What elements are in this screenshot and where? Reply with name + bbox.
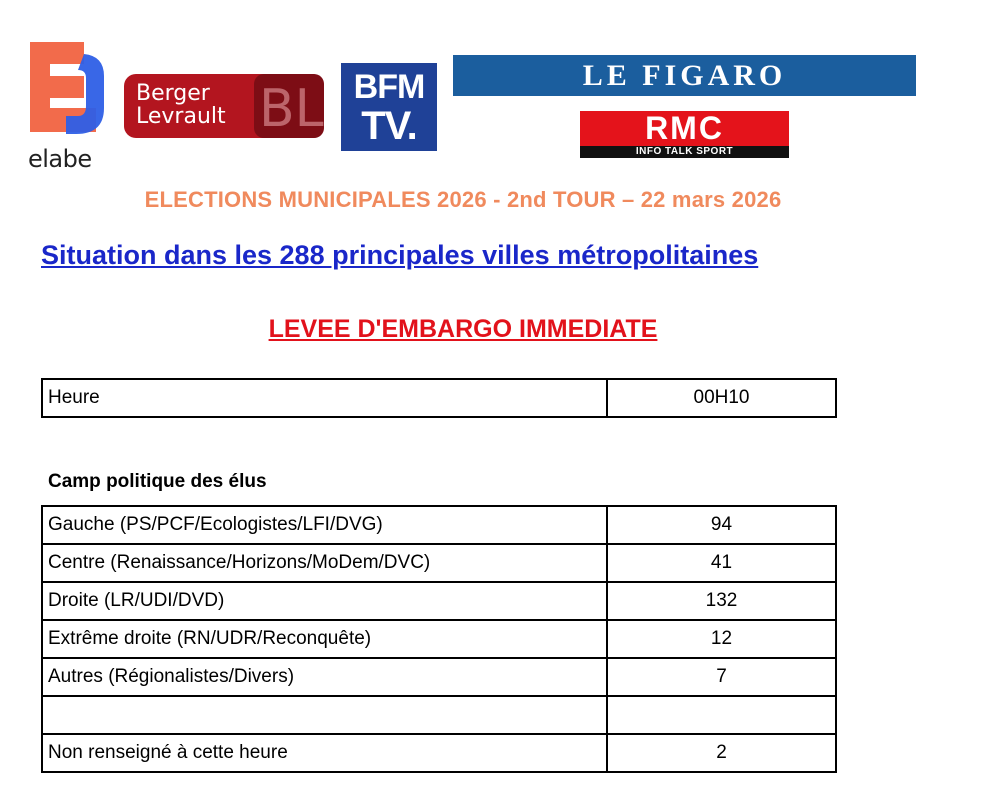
table-row bbox=[42, 379, 836, 417]
table-row bbox=[42, 582, 836, 620]
camp-value: 7 bbox=[607, 658, 836, 696]
bl-monogram: BL bbox=[259, 79, 324, 138]
camp-value: 132 bbox=[607, 582, 836, 620]
camp-label: Autres (Régionalistes/Divers) bbox=[42, 658, 607, 696]
embargo-notice: LEVEE D'EMBARGO IMMEDIATE bbox=[268, 315, 658, 343]
table-row bbox=[42, 620, 836, 658]
camps-title: Camp politique des élus bbox=[48, 471, 267, 492]
berger-word: Berger bbox=[136, 81, 210, 106]
table-row bbox=[42, 696, 836, 734]
bfmtv-logo bbox=[341, 63, 437, 151]
camp-value bbox=[607, 696, 836, 734]
situation-link[interactable]: Situation dans les 288 principales villes métropolitaines bbox=[41, 240, 759, 270]
table-row bbox=[42, 544, 836, 582]
camp-value: 2 bbox=[607, 734, 836, 772]
elabe-e-mark-icon bbox=[26, 42, 110, 146]
table-row bbox=[42, 506, 836, 544]
camp-label: Non renseigné à cette heure bbox=[42, 734, 607, 772]
camps-table bbox=[41, 505, 837, 773]
rmc-logo bbox=[580, 111, 789, 158]
table-row bbox=[42, 734, 836, 772]
heure-table bbox=[41, 378, 837, 418]
bfm-word: BFM bbox=[353, 68, 425, 106]
le-figaro-logo: LE FIGARO bbox=[453, 55, 916, 96]
tv-word: TV. bbox=[361, 104, 417, 148]
election-title: ELECTIONS MUNICIPALES 2026 - 2nd TOUR – 22 mars 2026 bbox=[144, 187, 782, 212]
camp-value: 41 bbox=[607, 544, 836, 582]
camp-value: 94 bbox=[607, 506, 836, 544]
rmc-word: RMC bbox=[580, 111, 789, 146]
camp-label: Gauche (PS/PCF/Ecologistes/LFI/DVG) bbox=[42, 506, 607, 544]
rmc-tagline: INFO TALK SPORT bbox=[580, 146, 789, 158]
camp-label: Droite (LR/UDI/DVD) bbox=[42, 582, 607, 620]
berger-levrault-logo bbox=[124, 74, 324, 138]
table-row bbox=[42, 658, 836, 696]
camp-label: Centre (Renaissance/Horizons/MoDem/DVC) bbox=[42, 544, 607, 582]
levrault-word: Levrault bbox=[136, 104, 226, 129]
elabe-logo bbox=[26, 42, 110, 174]
camp-label: Extrême droite (RN/UDR/Reconquête) bbox=[42, 620, 607, 658]
heure-label: Heure bbox=[42, 379, 607, 417]
elabe-wordmark: elabe bbox=[28, 145, 92, 173]
camp-value: 12 bbox=[607, 620, 836, 658]
heure-value: 00H10 bbox=[607, 379, 836, 417]
camp-label bbox=[42, 696, 607, 734]
